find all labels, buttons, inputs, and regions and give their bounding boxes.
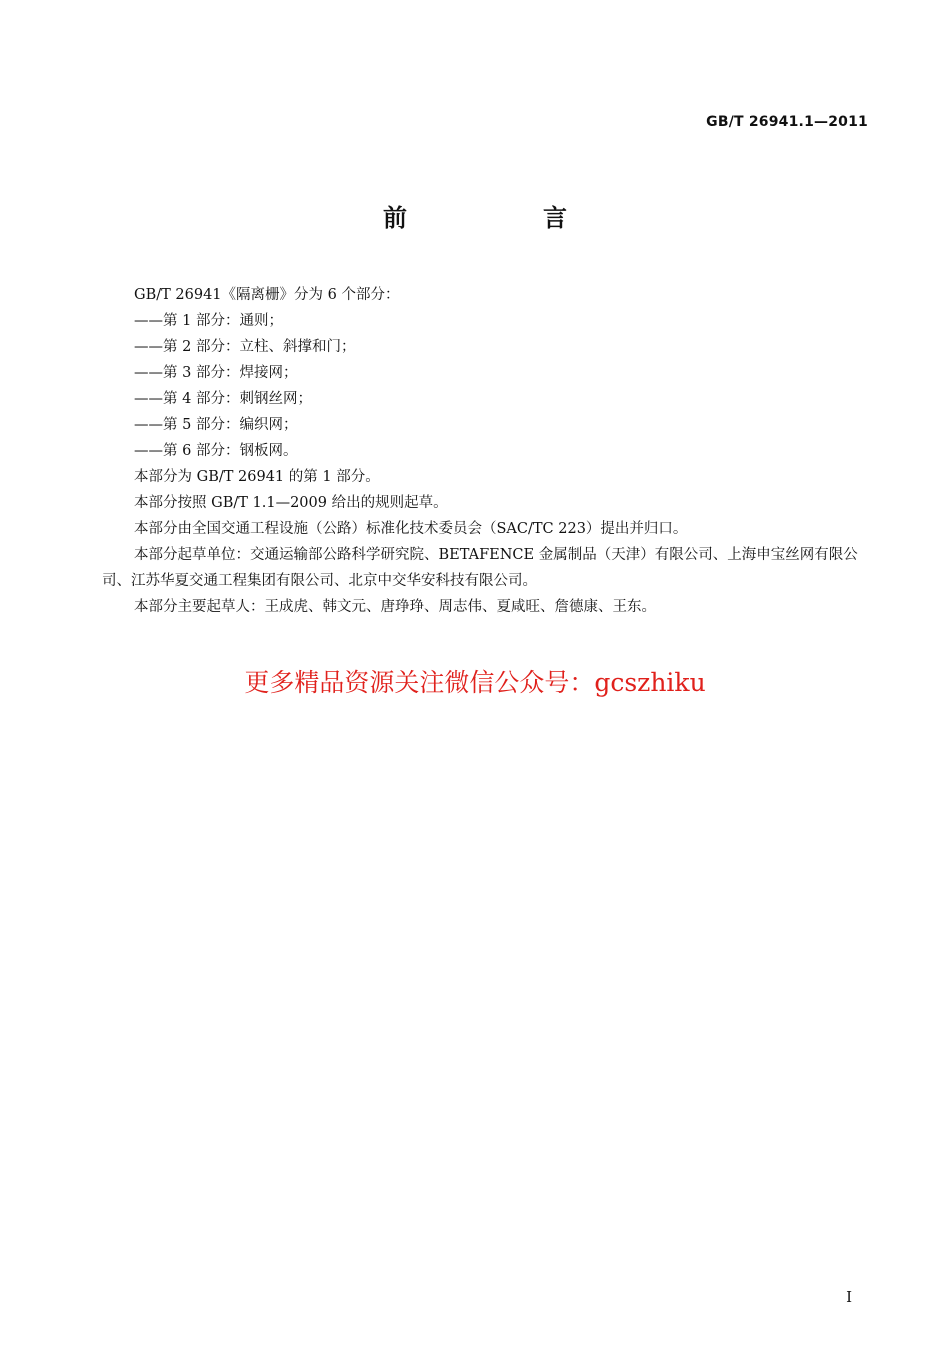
foreword-body <box>102 282 872 620</box>
page-title: 前 言 <box>383 204 623 232</box>
list-item-part-4: ——第 4 部分：刺钢丝网； <box>134 391 312 407</box>
standard-code: GB/T 26941.1—2011 <box>706 114 868 130</box>
list-item-part-5: ——第 5 部分：编织网； <box>134 417 298 433</box>
paragraph-proposer: 本部分由全国交通工程设施（公路）标准化技术委员会（SAC/TC 223）提出并归口。 <box>134 521 688 537</box>
list-item-part-1: ——第 1 部分：通则； <box>134 313 283 329</box>
list-item-part-3: ——第 3 部分：焊接网； <box>134 365 298 381</box>
list-item-part-2: ——第 2 部分：立柱、斜撑和门； <box>134 339 356 355</box>
promo-text: 更多精品资源关注微信公众号：gcszhiku <box>244 668 706 697</box>
paragraph-drafters: 本部分主要起草人：王成虎、韩文元、唐琤琤、周志伟、夏咸旺、詹德康、王东。 <box>134 599 656 615</box>
paragraph-drafting-rules: 本部分按照 GB/T 1.1—2009 给出的规则起草。 <box>134 495 448 511</box>
paragraph-drafting-units: 本部分起草单位：交通运输部公路科学研究院、BETAFENCE 金属制品（天津）有限公司、上海申宝丝网有限公司、江苏华夏交通工程集团有限公司、北京中交华安科技有限公司。 <box>102 547 858 589</box>
paragraph-intro: GB/T 26941《隔离栅》分为 6 个部分： <box>134 287 400 303</box>
paragraph-part-statement: 本部分为 GB/T 26941 的第 1 部分。 <box>134 469 380 485</box>
list-item-part-6: ——第 6 部分：钢板网。 <box>134 443 298 459</box>
page-number: I <box>846 1288 852 1306</box>
